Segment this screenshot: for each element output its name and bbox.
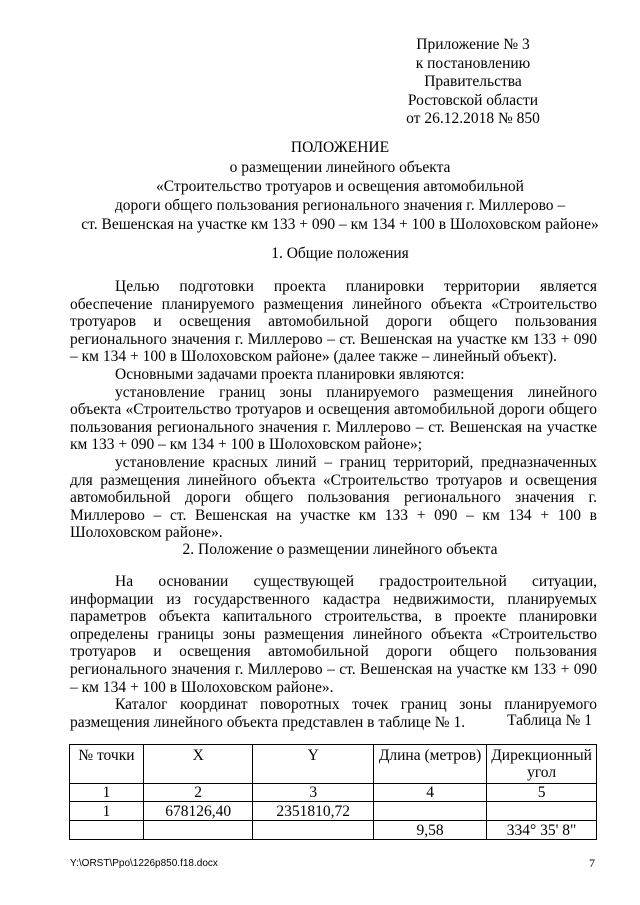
table-cell xyxy=(143,821,253,840)
table-cell xyxy=(253,821,374,840)
column-number: 3 xyxy=(253,784,374,802)
title-line: дороги общего пользования регионального значения г. Миллерово – xyxy=(114,197,566,214)
table-row xyxy=(70,821,597,840)
appendix-line: Ростовской области xyxy=(407,91,539,109)
paragraph: Каталог координат поворотных точек границ зоны планируемого размещения линейного объекта представлен в таблице № 1. xyxy=(70,696,597,731)
table-cell: 678126,40 xyxy=(143,802,253,821)
appendix-note xyxy=(368,36,578,129)
table-cell: 9,58 xyxy=(373,821,486,840)
appendix-line: Правительства xyxy=(424,73,522,90)
table-cell: 334° 35' 8" xyxy=(487,821,597,840)
table-cell xyxy=(487,802,597,821)
table-cell xyxy=(70,821,144,840)
column-number: 4 xyxy=(373,784,486,802)
section2-body xyxy=(70,573,597,731)
title-line: «Строительство тротуаров и освещения автомобильной xyxy=(156,178,524,195)
table-label: Таблица № 1 xyxy=(507,712,592,729)
header-x: X xyxy=(143,745,253,784)
column-number: 5 xyxy=(487,784,597,802)
table-number-row xyxy=(70,784,597,802)
table-row xyxy=(70,802,597,821)
section1-body xyxy=(70,278,597,542)
header-length: Длина (метров) xyxy=(373,745,486,784)
paragraph: Целью подготовки проекта планировки территории является обеспечение планируемого размещения линейного объекта «Строительство тротуаров и освещения автомобильной дороги общего пользования регионального значения г. Миллерово – ст. Вешенская на участке км 133 + 090 – км 134 + 100 в Шолоховском районе» (далее также – линейный объект). xyxy=(70,278,597,366)
table-cell: 2351810,72 xyxy=(253,802,374,821)
header-point: № точки xyxy=(70,745,144,784)
table-cell xyxy=(373,802,486,821)
paragraph: На основании существующей градостроительной ситуации, информации из государственного кадастра недвижимости, планируемых параметров объекта капитального строительства, в проекте планировки определены границы зоны размещения линейного объекта «Строительство тротуаров и освещения автомобильной дороги общего пользования регионального значения г. Миллерово – ст. Вешенская на участке км 133 + 090 – км 134 + 100 в Шолоховском районе». xyxy=(70,573,597,696)
paragraph: установление границ зоны планируемого размещения линейного объекта «Строительство тротуаров и освещения автомобильной дороги общего пользования регионального значения г. Миллерово – ст. Вешенская на участке км 133 + 090 – км 134 + 100 в Шолоховском районе»; xyxy=(70,383,597,454)
table-header-row xyxy=(70,745,597,784)
column-number: 1 xyxy=(70,784,144,802)
coordinates-table xyxy=(69,744,597,840)
document-title xyxy=(60,138,620,234)
section1-heading: 1. Общие положения xyxy=(271,245,409,262)
section2-heading: 2. Положение о размещении линейного объекта xyxy=(182,541,498,558)
title-heading: ПОЛОЖЕНИЕ xyxy=(290,139,390,156)
title-line: ст. Вешенская на участке км 133 + 090 – км 134 + 100 в Шолоховском районе» xyxy=(81,216,599,233)
title-line: о размещении линейного объекта xyxy=(229,159,451,176)
header-y: Y xyxy=(253,745,374,784)
header-angle: Дирекционный угол xyxy=(487,745,597,784)
page-number: 7 xyxy=(589,856,595,870)
paragraph: Основными задачами проекта планировки являются: xyxy=(115,365,465,383)
column-number: 2 xyxy=(143,784,253,802)
table-cell: 1 xyxy=(70,802,144,821)
appendix-line: Приложение № 3 xyxy=(416,36,530,53)
appendix-line: к постановлению xyxy=(415,54,531,72)
paragraph: установление красных линий – границ территорий, предназначенных для размещения линейного объекта «Строительство тротуаров и освещения автомобильной дороги общего пользования регионального значения г. Миллерово – ст. Вешенская на участке км 133 + 090 – км 134 + 100 в Шолоховском районе». xyxy=(70,453,597,542)
footer-file-path: Y:\ORST\Ppo\1226p850.f18.docx xyxy=(70,858,218,869)
appendix-line: от 26.12.2018 № 850 xyxy=(406,110,540,127)
